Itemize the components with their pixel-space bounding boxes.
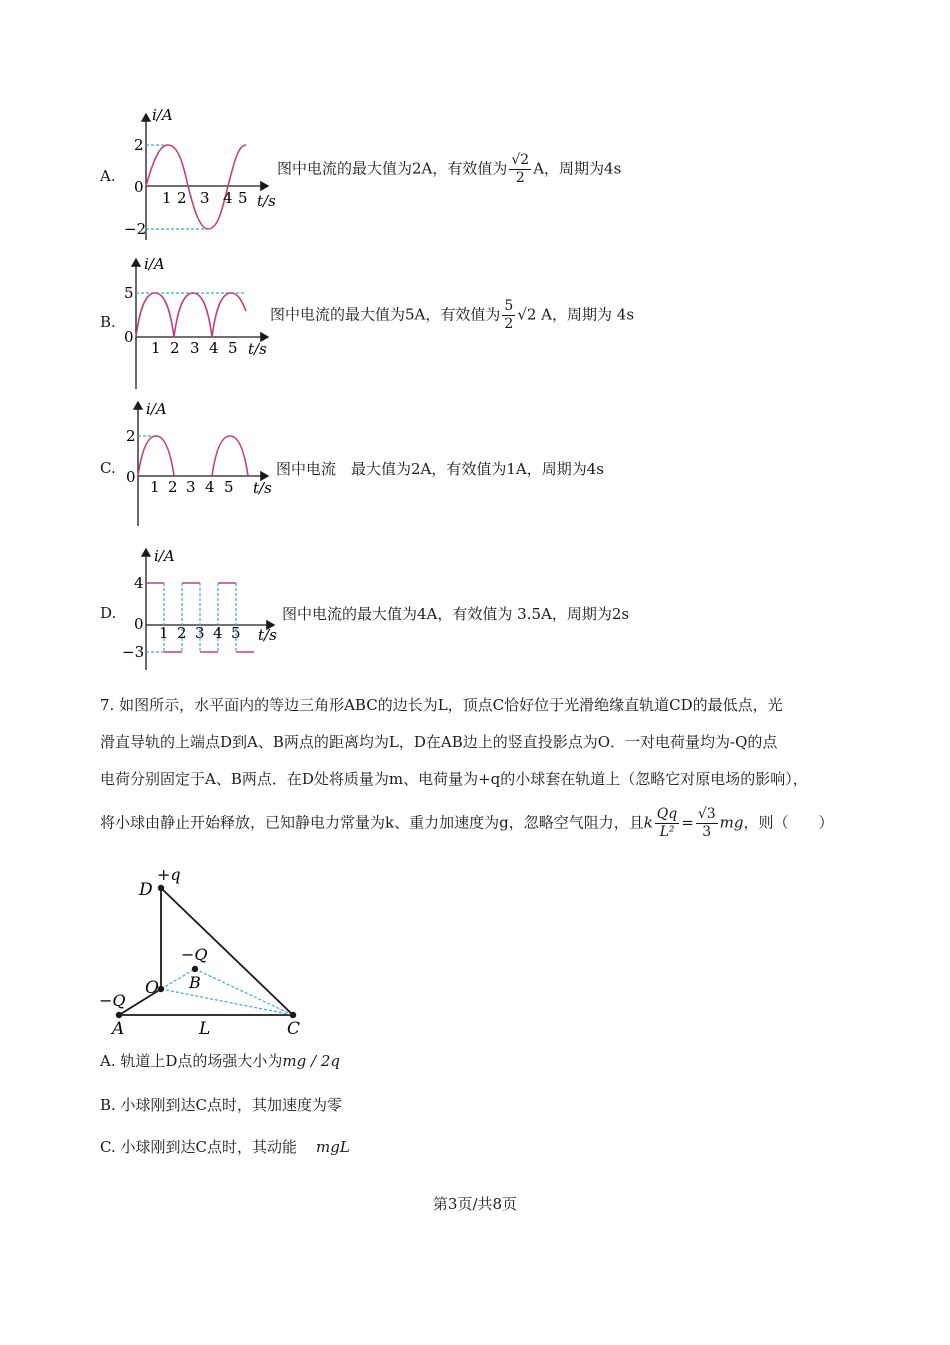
question7-k: k [643,813,653,832]
question7-fraction-2 [696,806,718,841]
tick-5: 5 [228,339,238,357]
tick-3: 3 [200,189,210,207]
tick-2: 2 [177,624,187,642]
tick-max: 5 [124,284,134,302]
dashed-bc [195,969,293,1015]
tick-max: 4 [134,574,144,592]
answer-c-text: C. 小球刚到达C点时，其动能 [100,1138,297,1156]
label-a: A [112,1019,125,1039]
tick-4: 4 [223,189,233,207]
label-l: L [199,1019,211,1039]
answer-b: B. 小球刚到达C点时，其加速度为零 [100,1096,343,1114]
tick-3: 3 [190,339,200,357]
graph-c [118,398,278,530]
label-d: D [139,880,153,900]
point-c [290,1012,296,1018]
tick-1: 1 [162,189,172,207]
option-b-letter: B. [100,313,116,331]
tick-3: 3 [186,478,196,496]
graph-a [118,108,278,243]
axis-i-label: i/A [144,255,165,273]
tick-2: 2 [170,339,180,357]
option-a-frac-den: 2 [515,170,525,186]
axis-t-label: t/s [248,340,267,358]
question7-line-2: 滑直导轨的上端点D到A、B两点的距离均为L，D在AB边上的竖直投影点为O．一对电荷量均为-Q的点 [100,733,778,751]
tick-zero: 0 [134,615,144,633]
tick-1: 1 [150,478,160,496]
axis-i-label: i/A [152,108,173,124]
option-b-text-post: √2 A，周期为 4s [517,305,635,324]
axis-t-label: t/s [258,626,277,644]
page-footer: 第3页/共8页 [432,1195,518,1213]
option-a-letter: A. [100,167,116,185]
tick-zero: 0 [134,178,144,196]
option-a-text [277,152,621,187]
tick-zero: 0 [126,468,136,486]
option-b-fraction [502,298,515,333]
label-b: B [189,973,201,992]
tick-5: 5 [224,478,234,496]
option-b-frac-num: 5 [504,298,514,314]
question7-frac2-den: 3 [702,824,712,840]
option-d-text: 图中电流的最大值为4A，有效值为 3.5A，周期为2s [282,605,630,623]
answer-c [100,1136,350,1157]
sine-curve [146,145,246,229]
question7-line-3: 电荷分别固定于A、B两点．在D处将质量为m、电荷量为+q的小球套在轨道上（忽略它对原电场的影响）， [100,770,808,788]
question7-frac2-num: √3 [697,806,716,822]
answer-a [100,1050,340,1071]
option-a-frac-num: √2 [511,152,530,168]
option-a-text-post: A，周期为4s [533,159,622,178]
tick-4: 4 [205,478,215,496]
option-b-text-pre: 图中电流的最大值为5A，有效值为 [270,305,501,324]
axis-i-label: i/A [154,547,175,565]
option-c-letter: C. [100,459,116,477]
point-d [158,885,164,891]
label-plus-q: +q [157,865,181,884]
axis-t-label: t/s [253,479,272,497]
question7-line-4-post: ，则（ ） [743,813,834,832]
option-a-fraction [509,152,531,187]
tick-5: 5 [238,189,248,207]
question7-mg: mg [719,813,744,832]
dashed-oc [161,989,293,1015]
point-b [192,966,198,972]
tick-2: 2 [168,478,178,496]
question7-figure [95,862,315,1040]
tick-3: 3 [195,624,205,642]
point-a [116,1012,122,1018]
tick-5: 5 [231,624,241,642]
tick-4: 4 [213,624,223,642]
option-a-text-pre: 图中电流的最大值为2A，有效值为 [277,159,508,178]
question7-equals: = [681,813,694,832]
tick-max: 2 [134,136,144,154]
question7-frac1-num: Qq [656,806,678,822]
option-c-text: 图中电流 最大值为2A，有效值为1A，周期为4s [276,460,604,478]
axis-t-label: t/s [257,192,276,210]
tick-2: 2 [177,189,187,207]
graph-d [118,545,288,673]
answer-a-text: A. 轨道上D点的场强大小为 [100,1052,283,1070]
label-c: C [287,1019,301,1039]
tick-zero: 0 [124,328,134,346]
half-wave-1 [138,436,174,476]
option-b-text [270,298,634,333]
tick-max: 2 [126,427,136,445]
graph-b [118,253,278,393]
label-minus-q-a: −Q [99,991,126,1010]
option-b-frac-den: 2 [504,316,514,332]
option-d-letter: D. [100,604,117,622]
question7-line-4 [100,806,834,841]
question7-line-1: 7. 如图所示，水平面内的等边三角形ABC的边长为L，顶点C恰好位于光滑绝缘直轨道CD的最低点，光 [100,696,783,714]
answer-c-formula: mgL [316,1138,350,1156]
question7-frac1-den: L² [659,824,675,840]
axis-i-label: i/A [146,400,167,418]
label-minus-q-b: −Q [181,945,208,964]
tick-min: −2 [124,220,147,238]
half-wave-2 [212,436,248,476]
rectified-curve [136,293,246,337]
answer-a-formula: mg / 2q [282,1052,340,1070]
label-o: O [145,978,159,998]
tick-4: 4 [209,339,219,357]
question7-line-4-pre: 将小球由静止开始释放，已知静电力常量为k、重力加速度为g，忽略空气阻力，且 [100,813,644,832]
question7-fraction-1 [655,806,679,841]
tick-1: 1 [151,339,161,357]
tick-min: −3 [122,643,145,661]
tick-1: 1 [159,624,169,642]
